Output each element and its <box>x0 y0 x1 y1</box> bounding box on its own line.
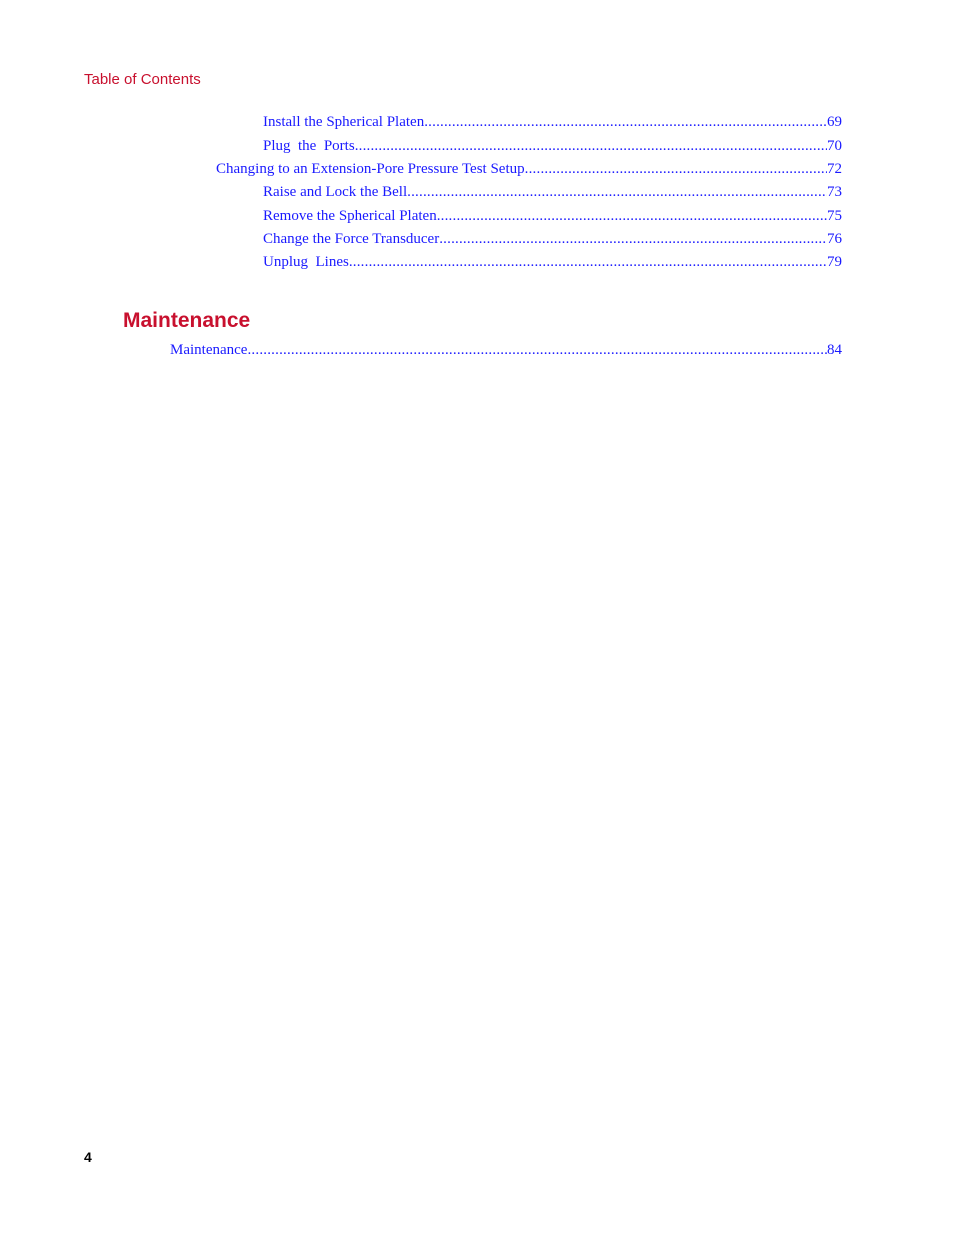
toc-entry-page: 75 <box>827 208 842 224</box>
toc-entry-page: 84 <box>827 342 842 358</box>
section-heading-maintenance: Maintenance <box>123 309 251 332</box>
toc-entry-title: Raise and Lock the Bell <box>263 184 408 200</box>
toc-dot-leader <box>424 112 827 132</box>
toc-entry-title: Install the Spherical Platen <box>263 114 425 130</box>
toc-entry-title: Change the Force Transducer <box>263 231 440 247</box>
toc-dot-leader <box>439 229 827 249</box>
toc-dot-leader <box>525 159 827 179</box>
toc-entry-page: 72 <box>827 161 842 177</box>
page-number: 4 <box>84 1149 92 1165</box>
toc-entry-page: 79 <box>827 254 842 270</box>
toc-dot-leader <box>355 136 827 156</box>
toc-entry-title: Remove the Spherical Platen <box>263 208 437 224</box>
toc-entry-unplug-lines[interactable] <box>263 252 842 272</box>
toc-dot-leader <box>349 252 827 272</box>
toc-entry-page: 76 <box>827 231 842 247</box>
toc-dot-leader <box>437 206 827 226</box>
toc-entry-install-spherical-platen[interactable] <box>263 112 842 132</box>
toc-entry-page: 70 <box>827 138 842 154</box>
toc-entry-remove-spherical-platen[interactable] <box>263 206 842 226</box>
toc-entry-title: Maintenance <box>170 342 248 358</box>
toc-dot-leader <box>247 340 827 360</box>
toc-entry-maintenance[interactable] <box>170 340 842 360</box>
toc-entry-page: 69 <box>827 114 842 130</box>
toc-entry-title: Unplug Lines <box>263 254 349 270</box>
toc-entry-title: Plug the Ports <box>263 138 355 154</box>
running-header: Table of Contents <box>84 71 201 88</box>
toc-entry-raise-and-lock-bell[interactable] <box>263 182 842 202</box>
toc-entry-change-force-transducer[interactable] <box>263 229 842 249</box>
toc-entry-plug-the-ports[interactable] <box>263 136 842 156</box>
toc-entry-page: 73 <box>827 184 842 200</box>
toc-dot-leader <box>407 182 827 202</box>
toc-entry-title: Changing to an Extension-Pore Pressure Test Setup <box>216 161 525 177</box>
toc-entry-changing-extension-pore-pressure[interactable] <box>216 159 842 179</box>
